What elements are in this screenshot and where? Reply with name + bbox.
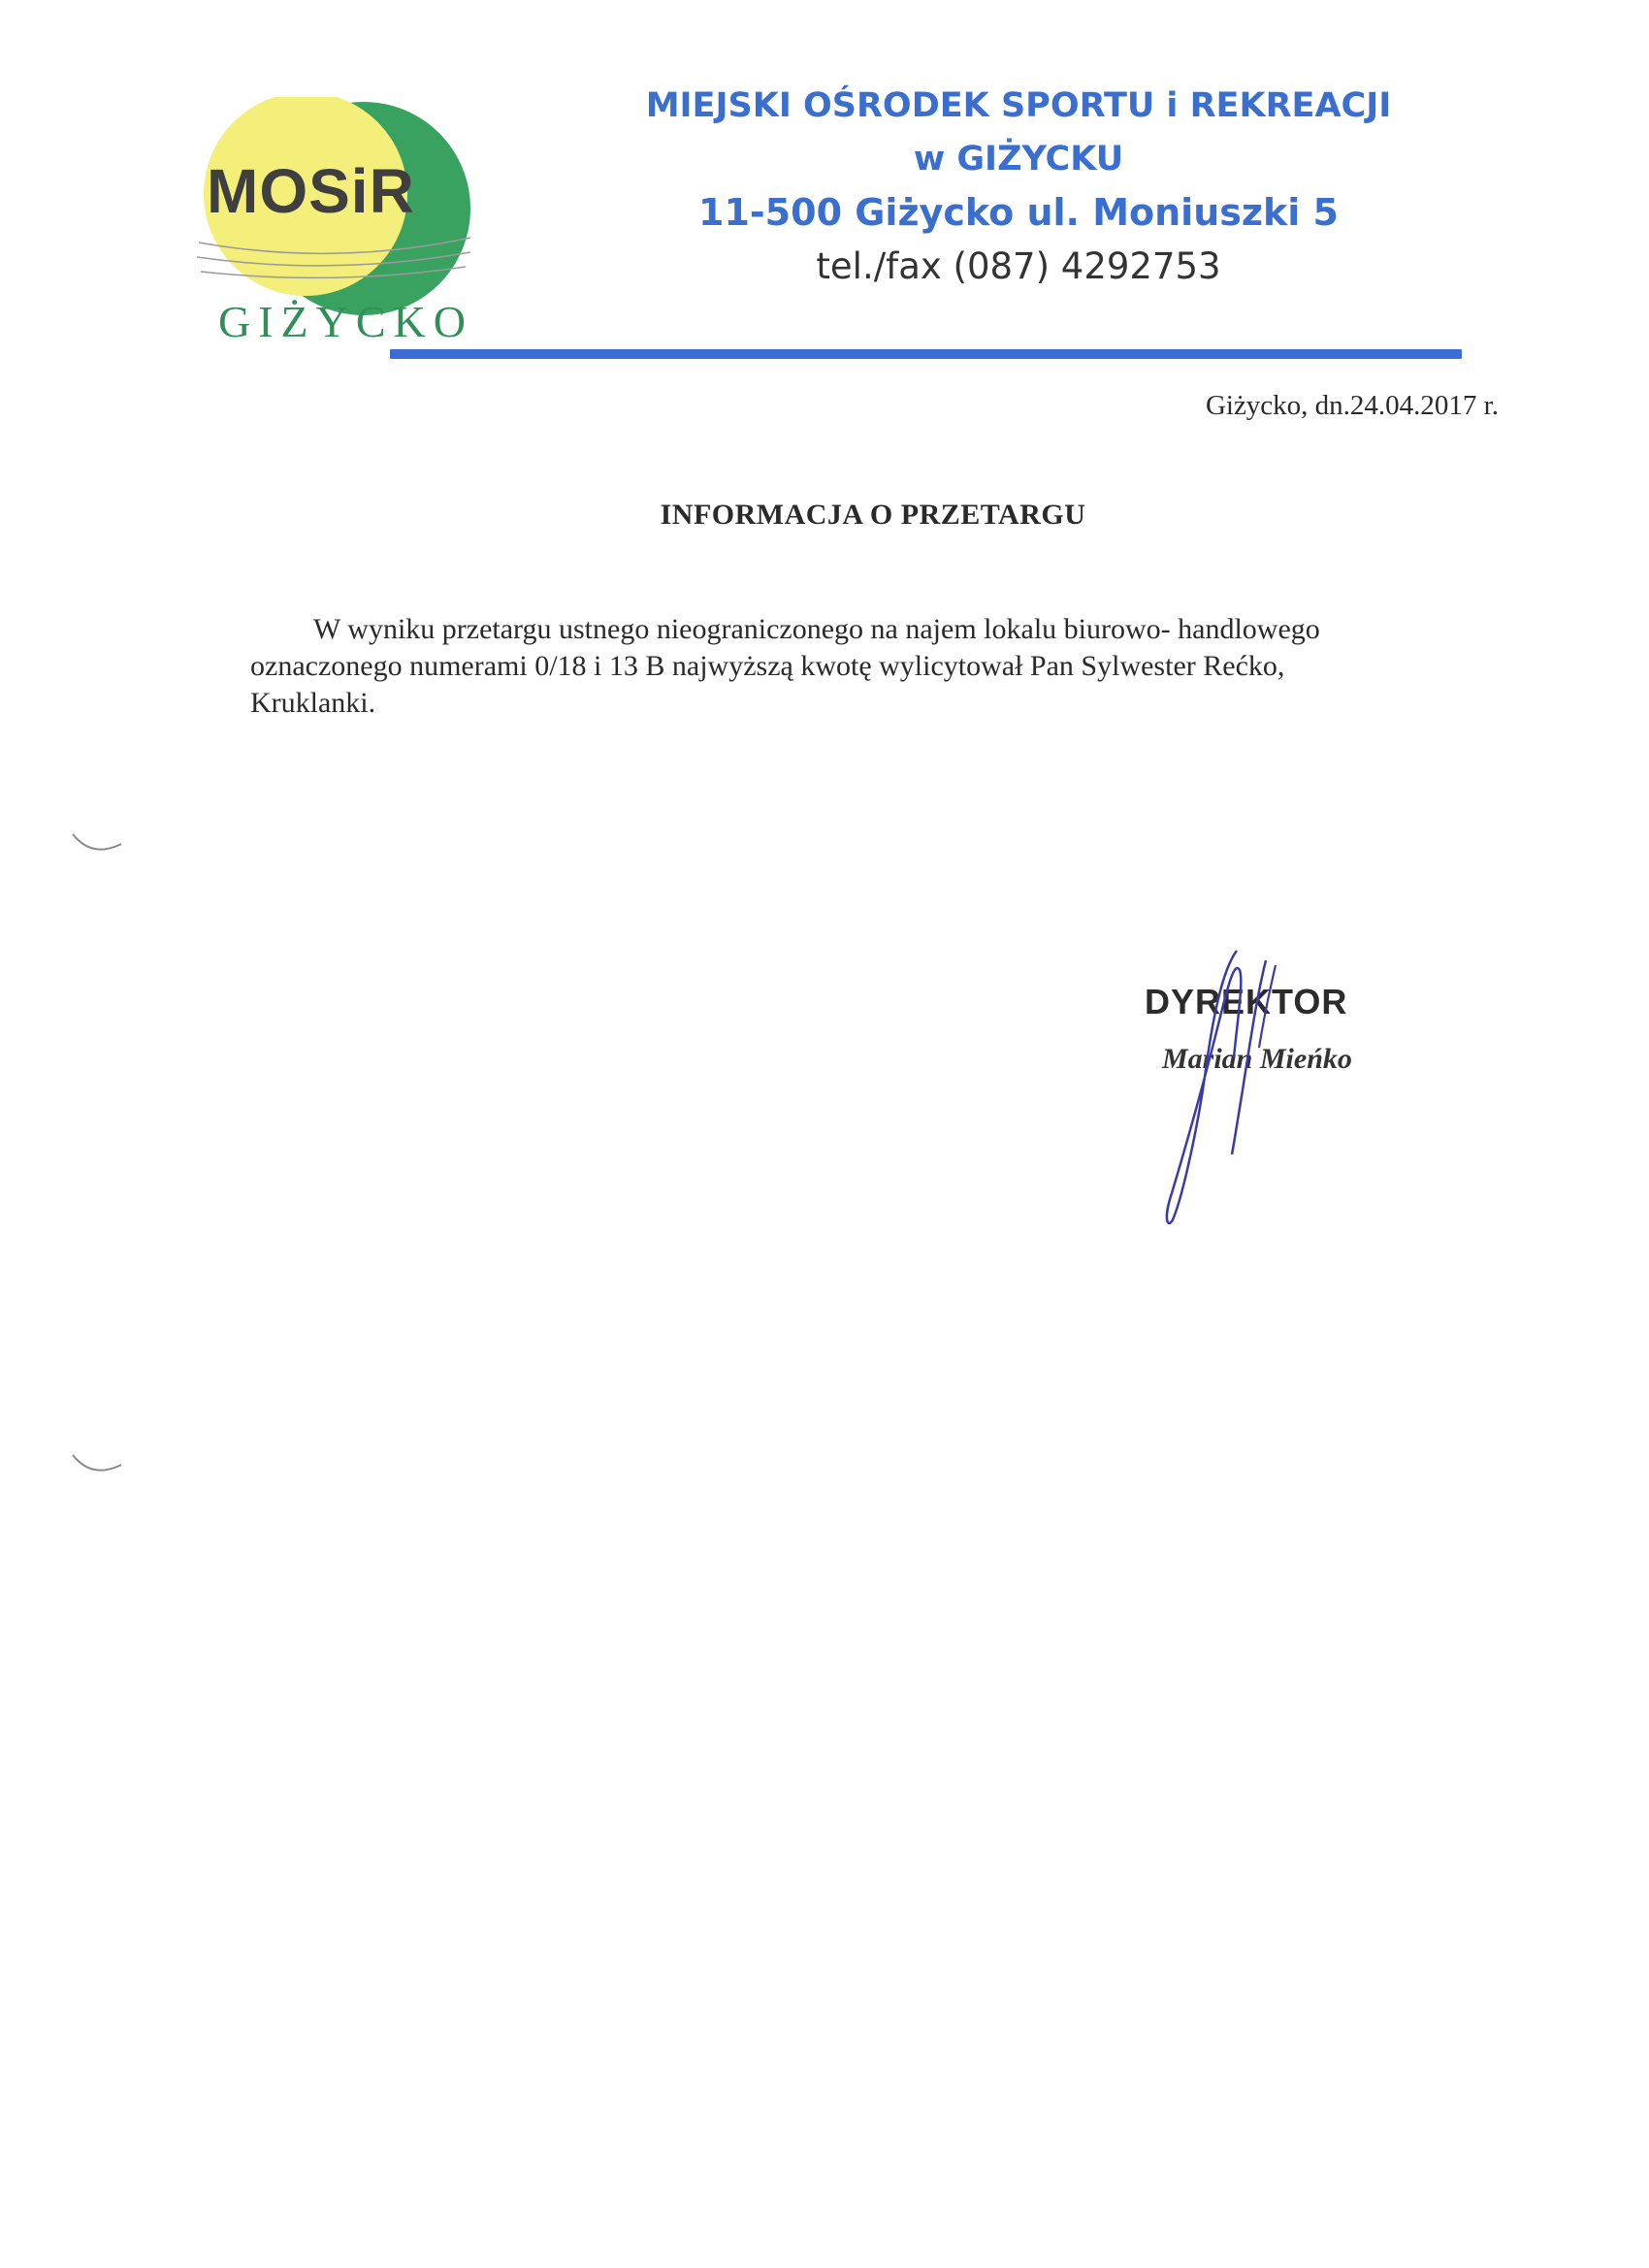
document-title: INFORMACJA O PRZETARGU [660,499,1086,531]
institution-name: MIEJSKI OŚRODEK SPORTU i REKREACJI [645,86,1392,125]
header-divider [390,349,1462,359]
institution-address: 11-500 Giżycko ul. Moniuszki 5 [698,191,1339,234]
punch-hole-mark-icon [68,1445,126,1484]
signatory-title: DYREKTOR [1145,982,1348,1021]
body-line: Kruklanki. [250,687,376,719]
body-line: W wyniku przetargu ustnego nieograniczonego na najem lokalu biurowo- handlowego [313,613,1320,645]
logo-brand-text: MOSiR [207,156,415,226]
letterhead [582,80,1455,293]
mosir-logo [189,97,480,349]
institution-city: w GIŻYCKU [913,140,1124,178]
document-body [250,611,1453,722]
logo-city-text: GIŻYCKO [218,297,473,346]
signatory-name: Marian Mieńko [1162,1043,1352,1075]
punch-hole-mark-icon [68,825,126,863]
document-date: Giżycko, dn.24.04.2017 r. [1205,390,1499,421]
institution-phone: tel./fax (087) 4292753 [816,245,1221,287]
body-line: oznaczonego numerami 0/18 i 13 B najwyższą kwotę wylicytował Pan Sylwester Rećko, [250,650,1285,682]
handwritten-signature-icon [1145,941,1329,1232]
